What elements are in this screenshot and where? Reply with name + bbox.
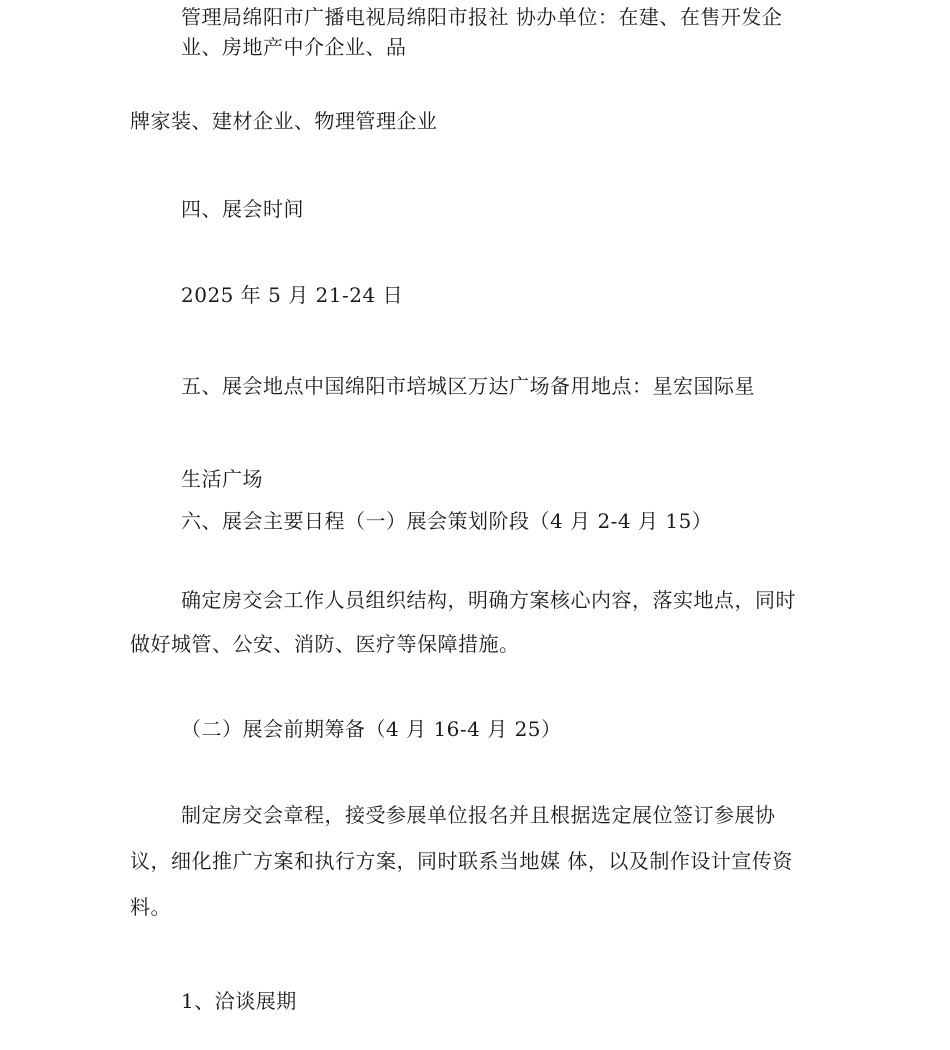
paragraph-planning-1: 确定房交会工作人员组织结构，明确方案核心内容，落实地点，同时 bbox=[181, 588, 796, 612]
paragraph-preparation-1: 制定房交会章程，接受参展单位报名并且根据选定展位签订参展协 bbox=[181, 803, 776, 827]
organizer-line-3: 牌家装、建材企业、物理管理企业 bbox=[130, 109, 438, 133]
paragraph-preparation-2: 议，细化推广方案和执行方案，同时联系当地媒 体，以及制作设计宣传资 bbox=[130, 849, 793, 873]
section-heading-time: 四、展会时间 bbox=[181, 197, 304, 221]
organizer-line-1: 管理局绵阳市广播电视局绵阳市报社 协办单位：在建、在售开发企 bbox=[181, 5, 783, 29]
organizer-line-2: 业、房地产中介企业、品 bbox=[181, 35, 407, 59]
subheading-negotiation: 1、洽谈展期 bbox=[181, 989, 297, 1013]
paragraph-planning-2: 做好城管、公安、消防、医疗等保障措施。 bbox=[130, 632, 520, 656]
paragraph-preparation-3: 料。 bbox=[130, 895, 171, 919]
section-heading-schedule: 六、展会主要日程（一）展会策划阶段（4 月 2-4 月 15） bbox=[181, 509, 713, 533]
section-heading-location: 五、展会地点中国绵阳市培城区万达广场备用地点：星宏国际星 bbox=[181, 374, 755, 398]
subheading-preparation: （二）展会前期筹备（4 月 16-4 月 25） bbox=[181, 717, 562, 741]
location-continued: 生活广场 bbox=[181, 467, 263, 491]
exhibition-date: 2025 年 5 月 21-24 日 bbox=[181, 283, 404, 307]
